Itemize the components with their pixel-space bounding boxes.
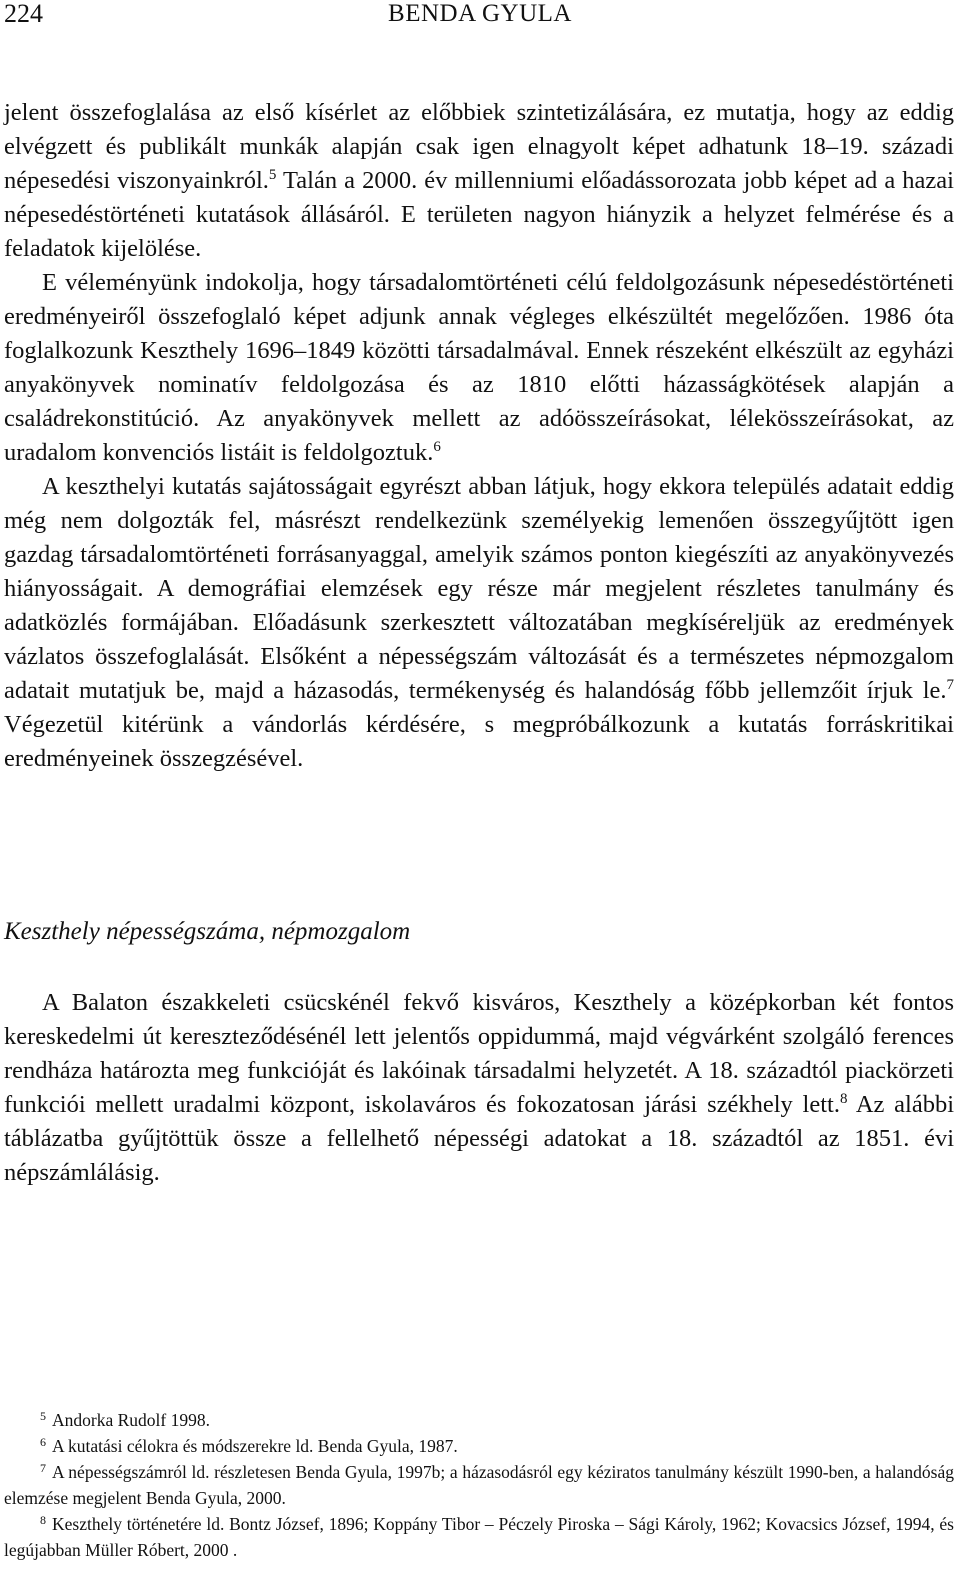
paragraph-2: E véleményünk indokolja, hogy társadalomtörténeti célú feldolgozásunk népesedéstörténeti eredményeiről összefoglaló képet adjunk annak végleges elkészültét megelőzően. 1986 óta foglalkozunk Keszthely 1696–1849 közötti társadalmával. Ennek részeként elkészült az egyházi anyakönyvek nominatív feldolgozása és az 1810 előtti házasságkötések alapján a családrekonstitúció. Az anyakönyvek mellett az adóösszeírásokat, lélekösszeírásokat, az uradalom konvenciós listáit is feldolgoztuk.$^6$	[4, 269, 954, 466]
body-text-section	[4, 986, 954, 1190]
footnotes	[4, 1407, 954, 1563]
paragraph-3: A keszthelyi kutatás sajátosságait egyrészt abban látjuk, hogy ekkora település adatait eddig még nem dolgozták fel, másrészt rendelkezünk személyekig lemenően összegyűjtött igen gazdag társadalomtörténeti forrásanyaggal, amelyik számos ponton kiegészíti az anyakönyvezés hiányosságait. A demográfiai elemzések egy része már megjelent részletes tanulmány és adatközlés formájában. Előadásunk szerkesztett változatában megkíséreljük az eredmények vázlatos összefoglalását. Elsőként a népességszám változását és a természetes népmozgalom adatait mutatjuk be, majd a házasodás, termékenység és halandóság főbb jellemzőit írjuk le.$^7$ Végezetül kitérünk a vándorlás kérdésére, s megpróbálkozunk a kutatás forráskritikai eredményeinek összegzésével.	[4, 473, 954, 772]
paragraph-1: jelent összefoglalása az első kísérlet az előbbiek szintetizálására, ez mutatja, hogy az eddig elvégzett és publikált munkák alapján csak igen elnagyolt képet adhatunk 18–19. századi népesedési viszonyainkról.$^5$ Talán a 2000. év millenniumi előadássorozata jobb képet ad a hazai népesedéstörténeti kutatások állásáról. E területen nagyon hiányzik a helyzet felmérése és a feladatok kijelölése.	[4, 99, 954, 262]
footnote-8: $^8$ Keszthely történetére ld. Bontz József, 1896; Koppány Tibor – Péczely Piroska – Sági Károly, 1962; Kovacsics József, 1994, és legújabban Müller Róbert, 2000 .	[4, 1513, 954, 1560]
footnote-ref-8[interactable]: 8	[839, 1091, 848, 1107]
page-number: 224	[4, 0, 43, 28]
footnote-6: $^6$ A kutatási célokra és módszerekre ld. Benda Gyula, 1987.	[40, 1435, 458, 1456]
running-head: BENDA GYULA	[388, 0, 572, 27]
body-text-top	[4, 96, 954, 776]
footnote-7: $^7$ A népességszámról ld. részletesen Benda Gyula, 1997b; a házasodásról egy kéziratos tanulmány készült 1990-ben, a halandóság elemzése megjelent Benda Gyula, 2000.	[4, 1461, 954, 1508]
footnote-5: $^5$ Andorka Rudolf 1998.	[40, 1409, 210, 1430]
page-header	[0, 0, 960, 30]
footnote-ref-6[interactable]: 6	[433, 439, 441, 455]
paragraph-4: A Balaton északkeleti csücskénél fekvő kisváros, Keszthely a középkorban két fontos kereskedelmi út kereszteződésénél lett jelentős oppidummá, majd végvárként szolgáló ferences rendháza határozta meg funkcióját és lakóinak társadalmi helyzetét. A 18. századtól piackörzeti funkciói mellett uradalmi központ, iskolaváros és fokozatosan járási székhely lett.$^8$ Az alábbi táblázatba gyűjtöttük össze a fellelhető népességi adatokat a 18. századtól az 1851. évi népszámlálásig.	[4, 989, 955, 1186]
footnote-ref-5[interactable]: 5	[268, 167, 277, 183]
section-heading: Keszthely népességszáma, népmozgalom	[4, 918, 411, 945]
footnote-ref-7[interactable]: 7	[946, 677, 954, 693]
